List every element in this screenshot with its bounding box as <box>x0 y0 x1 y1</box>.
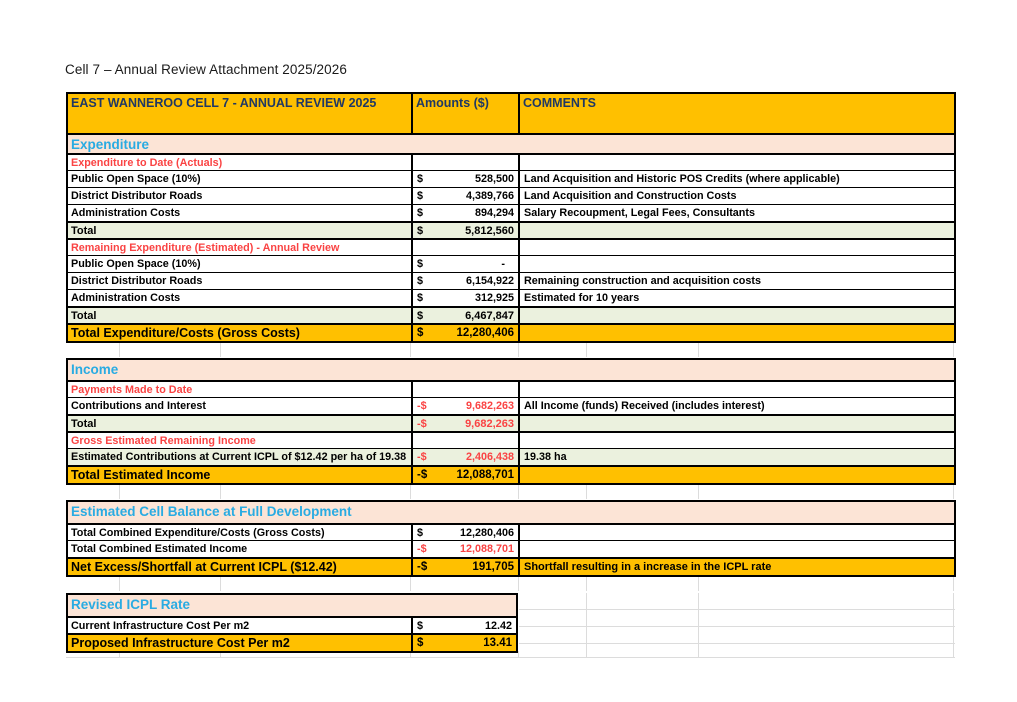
amount-cell <box>411 205 518 221</box>
row-label: Current Infrastructure Cost Per m2 <box>71 619 250 632</box>
currency-symbol: $ <box>417 190 424 202</box>
amount-cell <box>411 398 518 414</box>
currency-symbol: -$ <box>417 561 428 573</box>
gridline <box>410 485 411 499</box>
row-label: Estimated Contributions at Current ICPL of $12.42 per ha of 19.38 <box>71 451 407 463</box>
amount-value: 9,682,263 <box>465 400 514 412</box>
comment-cell: All Income (funds) Received (includes interest) <box>518 398 954 414</box>
comment-cell: Land Acquisition and Historic POS Credits (where applicable) <box>518 171 954 187</box>
row-label: Public Open Space (10%) <box>71 258 201 270</box>
gridline <box>519 626 955 627</box>
table-row-sub <box>68 153 954 170</box>
amount-value: 6,154,922 <box>465 275 514 287</box>
gridline <box>518 577 519 591</box>
row-label: Total <box>71 309 97 322</box>
comment-cell <box>518 467 954 483</box>
row-label: Contributions and Interest <box>71 400 206 412</box>
gridline <box>586 593 587 657</box>
amount-cell <box>411 223 518 238</box>
currency-symbol: $ <box>417 637 424 649</box>
comment-cell <box>518 223 954 238</box>
amount-cell <box>411 256 518 272</box>
section-heading-balance: Estimated Cell Balance at Full Development <box>68 502 954 523</box>
currency-symbol: -$ <box>417 451 427 463</box>
table-row-total <box>68 306 954 323</box>
header-amounts-cell: Amounts ($) <box>411 94 518 133</box>
comment-cell <box>518 155 954 170</box>
gridline <box>119 343 120 357</box>
balance-rows <box>68 523 954 575</box>
gridline <box>698 343 699 357</box>
amount-cell <box>411 467 518 483</box>
amount-cell <box>411 155 518 170</box>
gridline <box>698 577 699 591</box>
comment-cell <box>518 416 954 431</box>
table-row-item <box>68 255 954 272</box>
amount-cell <box>411 325 518 341</box>
gridline <box>518 485 519 499</box>
header-title-cell: EAST WANNEROO CELL 7 - ANNUAL REVIEW 2025 <box>71 96 377 110</box>
gridline <box>518 343 519 357</box>
gridline <box>66 657 955 658</box>
comment-cell: Shortfall resulting in a increase in the ICPL rate <box>518 559 954 575</box>
currency-symbol: $ <box>417 309 424 322</box>
row-label: Public Open Space (10%) <box>71 173 201 185</box>
currency-symbol: $ <box>417 526 424 539</box>
row-label: Total Combined Estimated Income <box>71 543 248 555</box>
table-row-sub <box>68 431 954 448</box>
comment-cell <box>518 541 954 557</box>
cell-balance-table <box>66 500 956 577</box>
currency-symbol: $ <box>417 275 424 287</box>
amount-cell <box>411 382 518 397</box>
gridline <box>410 343 411 357</box>
row-label: District Distributor Roads <box>71 190 203 202</box>
currency-symbol: -$ <box>417 469 428 481</box>
currency-symbol: $ <box>417 292 424 304</box>
gridline <box>698 593 699 657</box>
currency-symbol: $ <box>417 207 424 219</box>
currency-symbol: $ <box>417 224 424 237</box>
gridline <box>410 577 411 591</box>
amount-value: 13.41 <box>483 637 512 649</box>
expenditure-rows <box>68 153 954 341</box>
gridline <box>519 643 955 644</box>
amount-cell <box>411 171 518 187</box>
comment-cell: Land Acquisition and Construction Costs <box>518 188 954 204</box>
row-label: Payments Made to Date <box>71 383 193 396</box>
table-row-grand <box>68 323 954 341</box>
icpl-rows <box>68 616 516 651</box>
table-row-item <box>68 204 954 221</box>
comment-cell: Remaining construction and acquisition costs <box>518 273 954 289</box>
header-comments-cell: COMMENTS <box>518 94 954 133</box>
row-label: Net Excess/Shortfall at Current ICPL ($12.42) <box>71 560 337 574</box>
table-row-item <box>68 540 954 557</box>
row-label: Expenditure to Date (Actuals) <box>71 156 223 169</box>
amount-cell <box>411 449 518 465</box>
comment-cell <box>518 325 954 341</box>
amount-cell <box>411 635 516 651</box>
table-row-item <box>68 272 954 289</box>
table-row-grand <box>68 557 954 575</box>
amount-value: 12,088,701 <box>456 469 514 481</box>
amount-cell <box>411 188 518 204</box>
row-label: Administration Costs <box>71 292 181 304</box>
gridline <box>220 343 221 357</box>
comment-cell: Salary Recoupment, Legal Fees, Consultants <box>518 205 954 221</box>
table-row-sub <box>68 238 954 255</box>
gridline <box>220 485 221 499</box>
amount-cell <box>411 240 518 255</box>
table-row-total <box>68 221 954 238</box>
table-row-item <box>68 170 954 187</box>
amount-cell <box>411 273 518 289</box>
comment-cell <box>518 240 954 255</box>
amount-value: 528,500 <box>474 173 514 185</box>
row-label: Total <box>71 224 97 237</box>
table-row-item <box>68 397 954 414</box>
revised-icpl-table <box>66 593 518 653</box>
gridline <box>119 577 120 591</box>
currency-symbol: -$ <box>417 400 427 412</box>
comment-cell: Estimated for 10 years <box>518 290 954 306</box>
amount-cell <box>411 308 518 323</box>
table-header-row <box>68 94 954 133</box>
amount-value: 894,294 <box>474 207 514 219</box>
amount-value: 312,925 <box>474 292 514 304</box>
currency-symbol: $ <box>417 173 424 185</box>
currency-symbol: $ <box>417 327 424 339</box>
amount-cell <box>411 559 518 575</box>
comment-cell <box>518 308 954 323</box>
gridline <box>953 343 954 357</box>
table-row-item <box>68 616 516 633</box>
row-label: Administration Costs <box>71 207 181 219</box>
row-label: Gross Estimated Remaining Income <box>71 434 256 447</box>
row-label: Total Expenditure/Costs (Gross Costs) <box>71 326 300 340</box>
gridline <box>698 485 699 499</box>
table-row-grand <box>68 633 516 651</box>
expenditure-table <box>66 92 956 343</box>
row-label: Total Combined Expenditure/Costs (Gross Costs) <box>71 526 325 539</box>
amount-value: 5,812,560 <box>465 224 514 237</box>
section-heading-icpl: Revised ICPL Rate <box>68 595 516 616</box>
currency-symbol: $ <box>417 619 424 632</box>
amount-value: 2,406,438 <box>465 451 514 463</box>
amount-cell <box>411 433 518 448</box>
gridline <box>586 485 587 499</box>
currency-symbol: $ <box>417 258 424 270</box>
income-rows <box>68 380 954 483</box>
gridline <box>586 343 587 357</box>
currency-symbol: -$ <box>417 543 427 555</box>
amount-cell <box>411 618 516 633</box>
gridline <box>953 593 954 657</box>
gridline <box>119 485 120 499</box>
amount-cell <box>411 416 518 431</box>
row-label: Remaining Expenditure (Estimated) - Annual Review <box>71 241 340 254</box>
section-heading-income: Income <box>68 360 954 380</box>
comment-cell <box>518 433 954 448</box>
row-label: Total Estimated Income <box>71 468 211 482</box>
amount-value: 12,088,701 <box>459 543 514 555</box>
currency-symbol: -$ <box>417 417 427 430</box>
amount-value: 4,389,766 <box>465 190 514 202</box>
gridline <box>220 577 221 591</box>
table-row-grand <box>68 465 954 483</box>
table-row-item_green <box>68 448 954 465</box>
gridline <box>519 609 955 610</box>
amount-value: 12,280,406 <box>459 526 514 539</box>
comment-cell <box>518 382 954 397</box>
comment-cell <box>518 525 954 540</box>
amount-cell <box>411 525 518 540</box>
row-label: District Distributor Roads <box>71 275 203 287</box>
amount-value: 6,467,847 <box>465 309 514 322</box>
amount-cell <box>411 541 518 557</box>
gridline <box>953 485 954 499</box>
amount-value: 12,280,406 <box>456 327 514 339</box>
row-label: Proposed Infrastructure Cost Per m2 <box>71 636 290 650</box>
gridline <box>953 577 954 591</box>
amount-cell <box>411 290 518 306</box>
table-row-sub <box>68 380 954 397</box>
table-row-item <box>68 523 954 540</box>
row-label: Total <box>71 417 97 430</box>
comment-cell <box>518 256 954 272</box>
table-row-item <box>68 289 954 306</box>
comment-cell: 19.38 ha <box>518 449 954 465</box>
table-row-total <box>68 414 954 431</box>
amount-value: 191,705 <box>472 561 514 573</box>
amount-value: - <box>501 258 505 270</box>
gridline <box>586 577 587 591</box>
amount-value: 12.42 <box>484 619 512 632</box>
page-title: Cell 7 – Annual Review Attachment 2025/2026 <box>65 62 347 77</box>
income-table <box>66 358 956 485</box>
table-row-item <box>68 187 954 204</box>
amount-value: 9,682,263 <box>465 417 514 430</box>
section-heading-expenditure: Expenditure <box>68 133 954 153</box>
